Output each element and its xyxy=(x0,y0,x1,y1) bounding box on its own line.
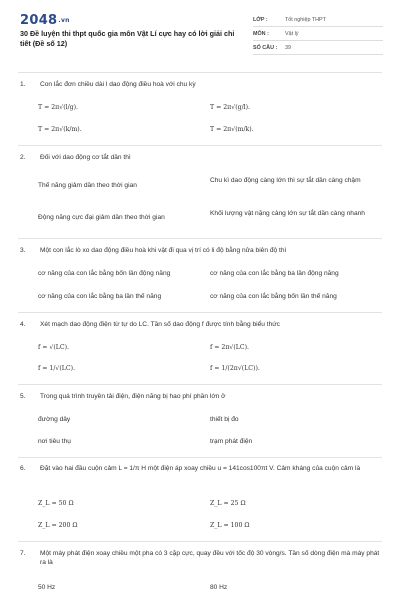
option-a[interactable]: Z_L = 50 Ω xyxy=(38,500,74,507)
question-number: 7. xyxy=(20,550,26,557)
question-number: 3. xyxy=(20,247,26,254)
divider xyxy=(18,457,382,458)
option-b[interactable]: 80 Hz xyxy=(210,584,228,591)
option-b[interactable]: Z_L = 25 Ω xyxy=(210,500,246,507)
divider xyxy=(18,384,382,385)
meta-key: SỐ CÂU : xyxy=(253,44,278,51)
question-stem: Đối với dao động cơ tắt dần thì xyxy=(40,154,131,161)
meta-key: LỚP : xyxy=(253,16,268,23)
option-c[interactable]: f = 1/√(LC). xyxy=(38,365,76,372)
logo-suffix: .vn xyxy=(58,17,70,24)
question-number: 5. xyxy=(20,393,26,400)
option-d[interactable]: Khối lượng vật nặng càng lớn sự tắt dần càng nhanh xyxy=(210,210,365,217)
site-logo[interactable] xyxy=(20,13,70,28)
page-header xyxy=(0,0,400,60)
meta-table xyxy=(253,13,383,55)
question-number: 1. xyxy=(20,81,26,88)
question-stem: Con lắc đơn chiều dài l dao động điều hoà với chu kỳ xyxy=(40,81,196,88)
option-d[interactable]: f = 1/(2π√(LC)). xyxy=(210,365,260,372)
option-d[interactable]: T = 2π√(m/k). xyxy=(210,126,254,133)
divider xyxy=(18,145,382,146)
option-b[interactable]: Chu kì dao động càng lớn thì sự tắt dần càng chậm xyxy=(210,177,361,184)
option-a[interactable]: cơ năng của con lắc bằng bốn lần động năng xyxy=(38,270,171,277)
question-stem: Một con lắc lò xo dao động điều hoà khi vật đi qua vị trí có li độ bằng nửa biên độ thì xyxy=(40,247,287,254)
question-stem: Xét mạch dao động điện từ tự do LC. Tần số dao động f được tính bằng biểu thức xyxy=(40,321,280,328)
option-b[interactable]: f = 2π√(LC). xyxy=(210,344,249,351)
option-c[interactable]: nơi tiêu thụ xyxy=(38,438,71,445)
option-d[interactable]: Z_L = 100 Ω xyxy=(210,522,250,529)
option-b[interactable]: cơ năng của con lắc bằng ba lần động năng xyxy=(210,270,339,277)
question-number: 6. xyxy=(20,465,26,472)
option-d[interactable]: cơ năng của con lắc bằng bốn lần thế năng xyxy=(210,293,337,300)
option-c[interactable]: Z_L = 200 Ω xyxy=(38,522,78,529)
question-stem: Trong quá trình truyền tải điện, điện năng bị hao phí phần lớn ở xyxy=(40,393,226,400)
meta-key: MÔN : xyxy=(253,30,269,37)
meta-row-subject xyxy=(253,27,383,41)
logo-text: 2048 xyxy=(20,13,58,28)
option-c[interactable]: cơ năng của con lắc bằng ba lần thế năng xyxy=(38,293,162,300)
meta-value: 39 xyxy=(285,44,291,51)
divider xyxy=(18,312,382,313)
option-a[interactable]: đường dây xyxy=(38,416,71,423)
question-stem: Đặt vào hai đầu cuộn cảm L = 1/π H một điện áp xoay chiều u = 141cos100πt V. Cảm kháng của cuộn cảm là xyxy=(40,465,361,472)
question-number: 2. xyxy=(20,154,26,161)
question-number: 4. xyxy=(20,321,26,328)
meta-row-count xyxy=(253,41,383,55)
meta-value: Vật lý xyxy=(285,30,299,37)
option-a[interactable]: f = √(LC). xyxy=(38,344,69,351)
option-b[interactable]: T = 2π√(g/l). xyxy=(210,104,251,111)
option-c[interactable]: Động năng cực đại giảm dần theo thời gian xyxy=(38,214,165,221)
option-b[interactable]: thiết bị đo xyxy=(210,416,239,423)
meta-value: Tốt nghiệp THPT xyxy=(285,16,326,23)
option-a[interactable]: Thế năng giảm dần theo thời gian xyxy=(38,182,137,189)
option-d[interactable]: trạm phát điện xyxy=(210,438,253,445)
option-c[interactable]: T = 2π√(k/m). xyxy=(38,126,82,133)
divider xyxy=(18,72,382,73)
document-title: 30 Đề luyện thi thpt quốc gia môn Vật Lí cực hay có lời giải chi tiết (Đề số 12) xyxy=(20,29,235,48)
divider xyxy=(18,238,382,239)
question-stem: Một máy phát điện xoay chiều một pha có 3 cặp cực, quay đều với tốc độ 30 vòng/s. Tần số dòng điện mà máy phát ra là xyxy=(40,550,380,566)
option-a[interactable]: T = 2π√(l/g). xyxy=(38,104,79,111)
option-a[interactable]: 50 Hz xyxy=(38,584,56,591)
meta-row-class xyxy=(253,13,383,27)
divider xyxy=(18,541,382,542)
